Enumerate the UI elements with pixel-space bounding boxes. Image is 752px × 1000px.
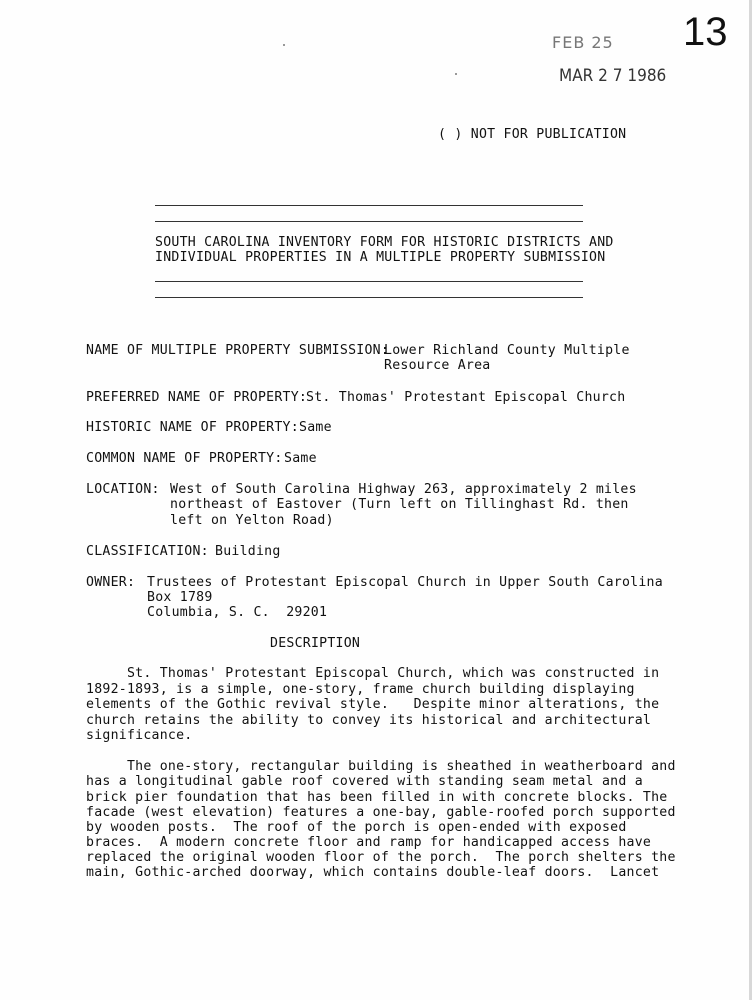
description-p2-line: braces. A modern concrete floor and ramp for handicapped access have (86, 835, 652, 850)
owner-label: OWNER: (86, 575, 136, 590)
description-p2-line: main, Gothic-arched doorway, which contains double-leaf doors. Lancet (86, 865, 660, 880)
description-p2-line: by wooden posts. The roof of the porch is open-ended with exposed (86, 820, 627, 835)
multiple-property-value-line-1: Lower Richland County Multiple (384, 343, 630, 358)
classification-value: Building (215, 544, 281, 559)
scan-speck (455, 73, 457, 75)
description-p2-line: The one-story, rectangular building is sheathed in weatherboard and (86, 759, 676, 774)
historic-name-value: Same (299, 420, 332, 435)
common-name-label: COMMON NAME OF PROPERTY: (86, 451, 283, 466)
description-p1-line: 1892-1893, is a simple, one-story, frame church building displaying (86, 682, 635, 697)
multiple-property-label: NAME OF MULTIPLE PROPERTY SUBMISSION: (86, 343, 390, 358)
title-rule-top-1 (155, 205, 583, 206)
location-value-line-2: northeast of Eastover (Turn left on Tillinghast Rd. then (170, 497, 629, 512)
description-p2-line: replaced the original wooden floor of the porch. The porch shelters the (86, 850, 676, 865)
received-date-stamp: MAR 2 7 1986 (559, 66, 667, 86)
not-for-publication-note: ( ) NOT FOR PUBLICATION (438, 127, 627, 142)
preferred-name-label: PREFERRED NAME OF PROPERTY: (86, 390, 308, 405)
location-value-line-1: West of South Carolina Highway 263, approximately 2 miles (170, 482, 637, 497)
form-title-line-1: SOUTH CAROLINA INVENTORY FORM FOR HISTORIC DISTRICTS AND (155, 235, 614, 250)
preferred-name-value: St. Thomas' Protestant Episcopal Church (306, 390, 626, 405)
page-number: 13 (683, 10, 728, 54)
classification-label: CLASSIFICATION: (86, 544, 209, 559)
description-p1-line: elements of the Gothic revival style. Despite minor alterations, the (86, 697, 660, 712)
location-value-line-3: left on Yelton Road) (170, 513, 334, 528)
description-p1-line: church retains the ability to convey its historical and architectural (86, 713, 652, 728)
description-p1-line: St. Thomas' Protestant Episcopal Church, which was constructed in (86, 666, 660, 681)
multiple-property-value-line-2: Resource Area (384, 358, 491, 373)
title-rule-bottom-1 (155, 281, 583, 282)
historic-name-label: HISTORIC NAME OF PROPERTY: (86, 420, 299, 435)
description-p2-line: brick pier foundation that has been filled in with concrete blocks. The (86, 790, 668, 805)
description-p2-line: facade (west elevation) features a one-bay, gable-roofed porch supported (86, 805, 676, 820)
description-p1-line: significance. (86, 728, 193, 743)
title-rule-top-2 (155, 221, 583, 222)
received-stamp-partial: FEB 25 (552, 33, 614, 52)
title-rule-bottom-2 (155, 297, 583, 298)
description-p2-line: has a longitudinal gable roof covered with standing seam metal and a (86, 774, 643, 789)
description-heading: DESCRIPTION (270, 636, 361, 651)
common-name-value: Same (284, 451, 317, 466)
scan-speck (283, 44, 285, 46)
form-title-line-2: INDIVIDUAL PROPERTIES IN A MULTIPLE PROPERTY SUBMISSION (155, 250, 606, 265)
owner-value-line-1: Trustees of Protestant Episcopal Church in Upper South Carolina (147, 575, 663, 590)
location-label: LOCATION: (86, 482, 160, 497)
owner-value-line-3: Columbia, S. C. 29201 (147, 605, 328, 620)
owner-value-line-2: Box 1789 (147, 590, 213, 605)
